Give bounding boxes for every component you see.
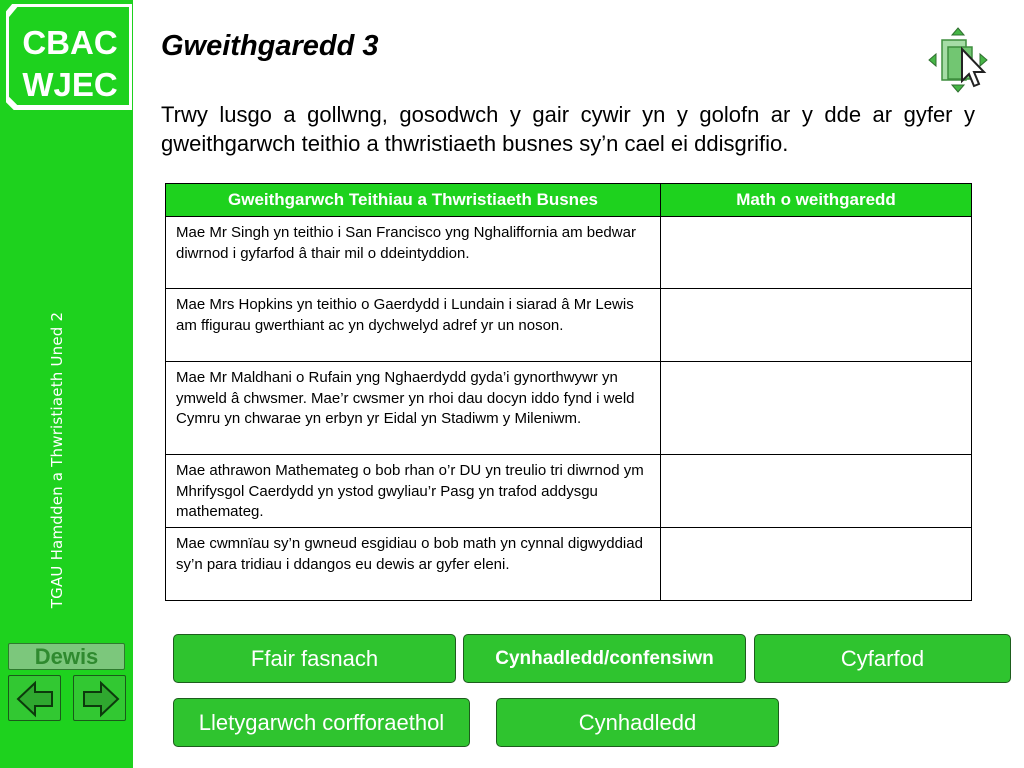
table-row xyxy=(166,455,972,528)
answer-drop-target[interactable] xyxy=(661,362,972,455)
answer-drop-target[interactable] xyxy=(661,217,972,289)
activity-description: Mae Mr Singh yn teithio i San Francisco yng Nghaliffornia am bedwar diwrnod i gyfarfod â thair mil o ddeintyddion. xyxy=(166,217,661,289)
activity-description: Mae Mrs Hopkins yn teithio o Gaerdydd i Lundain i siarad â Mr Lewis am ffigurau gwerthiant ac yn dychwelyd adref yr un noson. xyxy=(166,289,661,362)
page-title: Gweithgaredd 3 xyxy=(161,30,379,62)
activity-description: Mae Mr Maldhani o Rufain yng Nghaerdydd gyda’i gynorthwywr yn ymweld â chwsmer. Mae’r cwsmer yn rhoi dau docyn iddo fynd i weld Cymru yn chwarae yn erbyn yr Eidal yn Stadiwm y Mileniwm. xyxy=(166,362,661,455)
activity-table xyxy=(165,183,972,601)
previous-button[interactable] xyxy=(8,675,61,721)
dewis-button[interactable]: Dewis xyxy=(8,643,125,670)
answer-drop-target[interactable] xyxy=(661,289,972,362)
drag-move-icon xyxy=(928,27,998,93)
activity-description: Mae athrawon Mathemateg o bob rhan o’r DU yn treulio tri diwrnod ym Mhrifysgol Caerdydd yn ystod gwyliau’r Pasg yn trafod addysgu mathemateg. xyxy=(166,455,661,528)
answer-cyfarfod[interactable]: Cyfarfod xyxy=(754,634,1011,683)
column-header-activity: Gweithgarwch Teithiau a Thwristiaeth Busnes xyxy=(166,184,661,217)
left-arrow-icon xyxy=(9,676,62,722)
logo-line1: CBAC xyxy=(22,24,118,61)
cbac-wjec-logo xyxy=(6,4,132,110)
logo-line2: WJEC xyxy=(22,66,118,103)
right-arrow-icon xyxy=(74,676,127,722)
table-row xyxy=(166,528,972,601)
table-row xyxy=(166,362,972,455)
answer-ffair-fasnach[interactable]: Ffair fasnach xyxy=(173,634,456,683)
answer-cynhadledd[interactable]: Cynhadledd xyxy=(496,698,779,747)
answer-drop-target[interactable] xyxy=(661,455,972,528)
sidebar xyxy=(0,0,133,768)
table-row xyxy=(166,289,972,362)
table-row xyxy=(166,217,972,289)
answer-cynhadledd-confensiwn[interactable]: Cynhadledd/confensiwn xyxy=(463,634,746,683)
instructions-text: Trwy lusgo a gollwng, gosodwch y gair cywir yn y golofn ar y dde ar gyfer y gweithgarwch teithio a thwristiaeth busnes sy’n cael ei ddisgrifio. xyxy=(161,102,975,156)
next-button[interactable] xyxy=(73,675,126,721)
column-header-type: Math o weithgaredd xyxy=(661,184,972,217)
answer-drop-target[interactable] xyxy=(661,528,972,601)
course-title: TGAU Hamdden a Thwristiaeth Uned 2 xyxy=(48,311,66,609)
activity-description: Mae cwmnïau sy’n gwneud esgidiau o bob math yn cynnal digwyddiad sy’n para tridiau i ddangos eu dewis ar gyfer eleni. xyxy=(166,528,661,601)
answer-lletygarwch-corfforaethol[interactable]: Lletygarwch corfforaethol xyxy=(173,698,470,747)
